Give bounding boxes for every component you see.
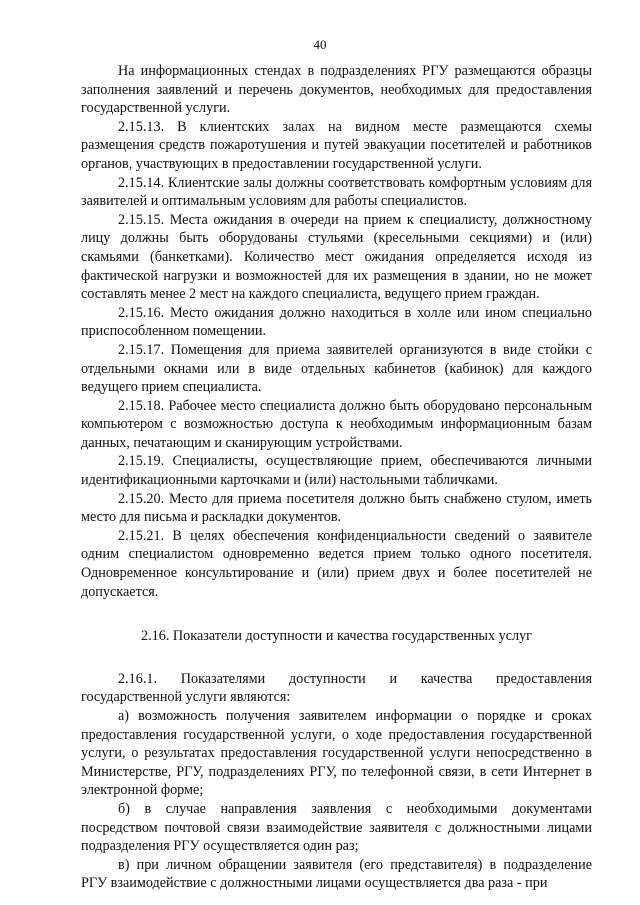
paragraph-2-16-1: 2.16.1. Показателями доступности и качества предоставления государственной услуги являются: bbox=[81, 670, 592, 706]
document-body bbox=[81, 62, 592, 893]
list-item-v: в) при личном обращении заявителя (его представителя) в подразделение РГУ взаимодействие с должностными лицами осуществляется два раза - при bbox=[81, 856, 592, 892]
paragraph-2-15-19: 2.15.19. Специалисты, осуществляющие прием, обеспечиваются личными идентификационными карточками и (или) настольными табличками. bbox=[81, 453, 592, 489]
list-item-b: б) в случае направления заявления с необходимыми документами посредством почтовой связи взаимодействие заявителя с должностными лицами подразделения РГУ осуществляется один раз; bbox=[81, 800, 592, 855]
paragraph-2-15-15: 2.15.15. Места ожидания в очереди на прием к специалисту, должностному лицу должны быть оборудованы стульями (кресельными секциями) и (или) скамьями (банкетками). Количество мест ожидания определяется исходя из фактической нагрузки и возможностей для их размещения в здании, но не может составлять менее 2 мест на каждого специалиста, ведущего прием граждан. bbox=[81, 211, 592, 303]
paragraph-2-15-13: 2.15.13. В клиентских залах на видном месте размещаются схемы размещения средств пожаротушения и путей эвакуации посетителей и работников органов, участвующих в предоставлении государственной услуги. bbox=[81, 118, 592, 172]
paragraph-2-15-17: 2.15.17. Помещения для приема заявителей организуются в виде стойки с отдельными окнами или в виде отдельных кабинетов (кабинок) для каждого ведущего прием специалиста. bbox=[81, 341, 592, 396]
paragraph-stands: На информационных стендах в подразделениях РГУ размещаются образцы заполнения заявлений и перечень документов, необходимых для предоставления государственной услуги. bbox=[81, 63, 592, 117]
paragraph-2-15-16: 2.15.16. Место ожидания должно находиться в холле или ином специально приспособленном помещении. bbox=[81, 304, 592, 340]
paragraph-2-15-20: 2.15.20. Место для приема посетителя должно быть снабжено стулом, иметь место для письма и раскладки документов. bbox=[81, 490, 592, 526]
page-number: 40 bbox=[313, 37, 327, 52]
paragraph-2-15-18: 2.15.18. Рабочее место специалиста должно быть оборудовано персональным компьютером с возможностью доступа к необходимым информационным базам данных, печатающим и сканирующим устройствами. bbox=[81, 397, 592, 451]
paragraph-2-15-21: 2.15.21. В целях обеспечения конфиденциальности сведений о заявителе одним специалистом одновременно ведется прием только одного посетителя. Одновременное консультирование и (или) прием двух и более посетителей не допускается. bbox=[81, 527, 592, 600]
paragraph-2-15-14: 2.15.14. Клиентские залы должны соответствовать комфортным условиям для заявителей и оптимальным условиям для работы специалистов. bbox=[81, 174, 592, 210]
section-heading-2-16: 2.16. Показатели доступности и качества государственных услуг bbox=[141, 628, 532, 645]
list-item-a: а) возможность получения заявителем информации о порядке и сроках предоставления государственной услуги, о ходе предоставления государственной услуги, о результатах предоставления государственной услуги непосредственно в Министерстве, РГУ, подразделениях РГУ, по телефонной связи, в сети Интернет в электронной форме; bbox=[81, 708, 592, 799]
